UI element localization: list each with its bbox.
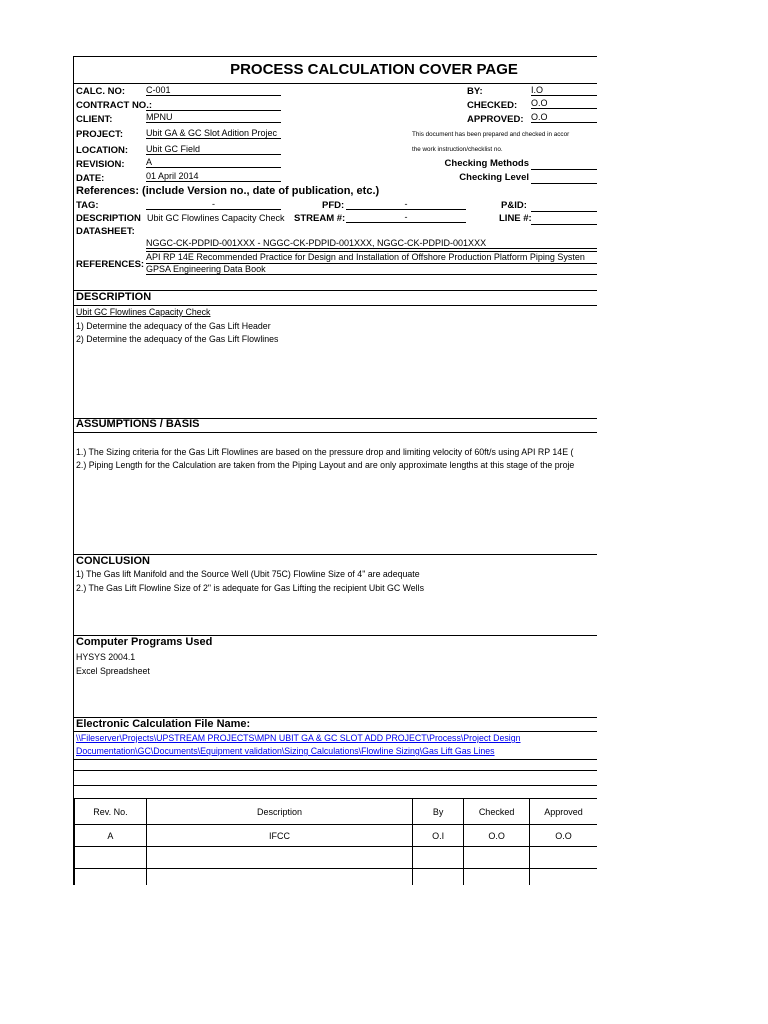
cell-by: O.I bbox=[413, 825, 464, 847]
description-line-2: 2) Determine the adequacy of the Gas Lift Flowlines bbox=[76, 334, 279, 344]
references-label: REFERENCES: bbox=[76, 259, 145, 270]
page-title: PROCESS CALCULATION COVER PAGE bbox=[230, 61, 518, 78]
cell-checked bbox=[464, 869, 530, 886]
efile-heading: Electronic Calculation File Name: bbox=[76, 718, 251, 730]
pfd-value: - bbox=[346, 199, 466, 210]
programs-heading: Computer Programs Used bbox=[76, 636, 213, 648]
description-line-0: Ubit GC Flowlines Capacity Check bbox=[76, 307, 211, 317]
revision-table-header bbox=[75, 799, 598, 825]
programs-line-2: Excel Spreadsheet bbox=[76, 666, 150, 676]
note-line-1: This document has been prepared and checked in accor bbox=[412, 131, 570, 138]
calc-no-label: CALC. NO: bbox=[76, 86, 126, 97]
assumptions-line-2: 2.) Piping Length for the Calculation are taken from the Piping Layout and are only approximate lengths at this stage of the proje bbox=[76, 460, 575, 470]
cell-description bbox=[146, 869, 412, 886]
conclusion-line-1: 1) The Gas lift Manifold and the Source Well (Ubit 75C) Flowline Size of 4" are adequate bbox=[76, 569, 420, 579]
approved-label: APPROVED: bbox=[467, 114, 524, 125]
conclusion-divider bbox=[74, 554, 597, 555]
note-line-2: the work instruction/checklist no. bbox=[412, 146, 503, 153]
cell-description: IFCC bbox=[146, 825, 412, 847]
datasheet-label: DATASHEET: bbox=[76, 226, 135, 237]
by-label: BY: bbox=[467, 86, 483, 97]
revision-table bbox=[74, 798, 597, 885]
pid-value bbox=[531, 199, 597, 212]
checking-level-label: Checking Level bbox=[459, 172, 529, 183]
header-rev-no: Rev. No. bbox=[75, 799, 147, 825]
project-value: Ubit GA & GC Slot Adition Projec bbox=[146, 128, 281, 139]
stream-label: STREAM #: bbox=[294, 213, 346, 224]
contract-no-label: CONTRACT NO.: bbox=[76, 100, 152, 111]
cell-checked: O.O bbox=[464, 825, 530, 847]
description-divider bbox=[74, 290, 597, 291]
cell-approved: O.O bbox=[530, 825, 597, 847]
conclusion-heading: CONCLUSION bbox=[76, 555, 150, 567]
cell-approved bbox=[530, 847, 597, 869]
line-value bbox=[531, 212, 597, 225]
references-heading: References: (include Version no., date of publication, etc.) bbox=[76, 185, 380, 197]
cell-checked bbox=[464, 847, 530, 869]
checked-label: CHECKED: bbox=[467, 100, 518, 111]
efile-divider-3 bbox=[74, 770, 597, 771]
description-value: Ubit GC Flowlines Capacity Check bbox=[147, 213, 285, 223]
assumptions-heading-divider bbox=[74, 432, 597, 433]
cell-rev-no: A bbox=[75, 825, 147, 847]
programs-line-1: HYSYS 2004.1 bbox=[76, 652, 136, 662]
header-description: Description bbox=[146, 799, 412, 825]
line-label: LINE #: bbox=[499, 213, 532, 224]
tag-label: TAG: bbox=[76, 200, 99, 211]
efile-divider-4 bbox=[74, 785, 597, 786]
description-heading: DESCRIPTION bbox=[76, 291, 152, 303]
reference-line-0: NGGC-CK-PDPID-001XXX - NGGC-CK-PDPID-001XXX, NGGC-CK-PDPID-001XXX bbox=[146, 238, 597, 249]
table-row bbox=[75, 847, 598, 869]
location-label: LOCATION: bbox=[76, 145, 129, 156]
pid-label: P&ID: bbox=[501, 200, 527, 211]
revision-label: REVISION: bbox=[76, 159, 125, 170]
pfd-label: PFD: bbox=[322, 200, 345, 211]
date-value: 01 April 2014 bbox=[146, 171, 281, 182]
cell-by bbox=[413, 869, 464, 886]
conclusion-line-2: 2.) The Gas Lift Flowline Size of 2" is adequate for Gas Lifting the recipient Ubit GC Wells bbox=[76, 583, 424, 593]
tag-value: - bbox=[146, 199, 281, 210]
header-by: By bbox=[413, 799, 464, 825]
efile-heading-divider bbox=[74, 731, 597, 732]
client-label: CLIENT: bbox=[76, 114, 113, 125]
cell-rev-no bbox=[75, 847, 147, 869]
checking-methods-value bbox=[531, 157, 597, 170]
cell-approved bbox=[530, 869, 597, 886]
reference-line-1: API RP 14E Recommended Practice for Design and Installation of Offshore Production Platform Piping Systen bbox=[146, 251, 597, 262]
efile-path-line-1[interactable]: \\Fileserver\Projects\UPSTREAM PROJECTS\MPN UBIT GA & GC SLOT ADD PROJECT\Process\Project Design bbox=[76, 733, 521, 743]
checked-value: O.O bbox=[531, 98, 597, 109]
efile-divider-2 bbox=[74, 759, 597, 760]
header-approved: Approved bbox=[530, 799, 597, 825]
checking-methods-label: Checking Methods bbox=[444, 158, 529, 169]
cell-rev-no bbox=[75, 869, 147, 886]
stream-value: - bbox=[346, 212, 466, 223]
contract-no-value bbox=[146, 99, 281, 111]
description-label: DESCRIPTION bbox=[76, 213, 141, 224]
reference-line-2: GPSA Engineering Data Book bbox=[146, 263, 597, 275]
approved-value: O.O bbox=[531, 112, 597, 123]
description-heading-divider bbox=[74, 305, 597, 306]
cell-by bbox=[413, 847, 464, 869]
checking-level-value bbox=[531, 171, 597, 184]
calc-no-value: C-001 bbox=[146, 85, 281, 96]
date-label: DATE: bbox=[76, 173, 105, 184]
title-divider bbox=[74, 83, 597, 84]
cell-description bbox=[146, 847, 412, 869]
description-line-1: 1) Determine the adequacy of the Gas Lift Header bbox=[76, 321, 271, 331]
table-row bbox=[75, 869, 598, 886]
efile-path-line-2[interactable]: Documentation\GC\Documents\Equipment validation\Sizing Calculations\Flowline Sizing\Gas Lift Gas Lines bbox=[76, 746, 495, 756]
table-row bbox=[75, 825, 598, 847]
revision-value: A bbox=[146, 157, 281, 168]
by-value: I.O bbox=[531, 85, 597, 96]
assumptions-line-1: 1.) The Sizing criteria for the Gas Lift Flowlines are based on the pressure drop and limiting velocity of 60ft/s using API RP 14E ( bbox=[76, 447, 574, 457]
cover-sheet bbox=[73, 56, 597, 885]
location-value: Ubit GC Field bbox=[146, 144, 281, 155]
project-label: PROJECT: bbox=[76, 129, 123, 140]
client-value: MPNU bbox=[146, 112, 281, 123]
header-checked: Checked bbox=[464, 799, 530, 825]
assumptions-heading: ASSUMPTIONS / BASIS bbox=[76, 418, 200, 430]
